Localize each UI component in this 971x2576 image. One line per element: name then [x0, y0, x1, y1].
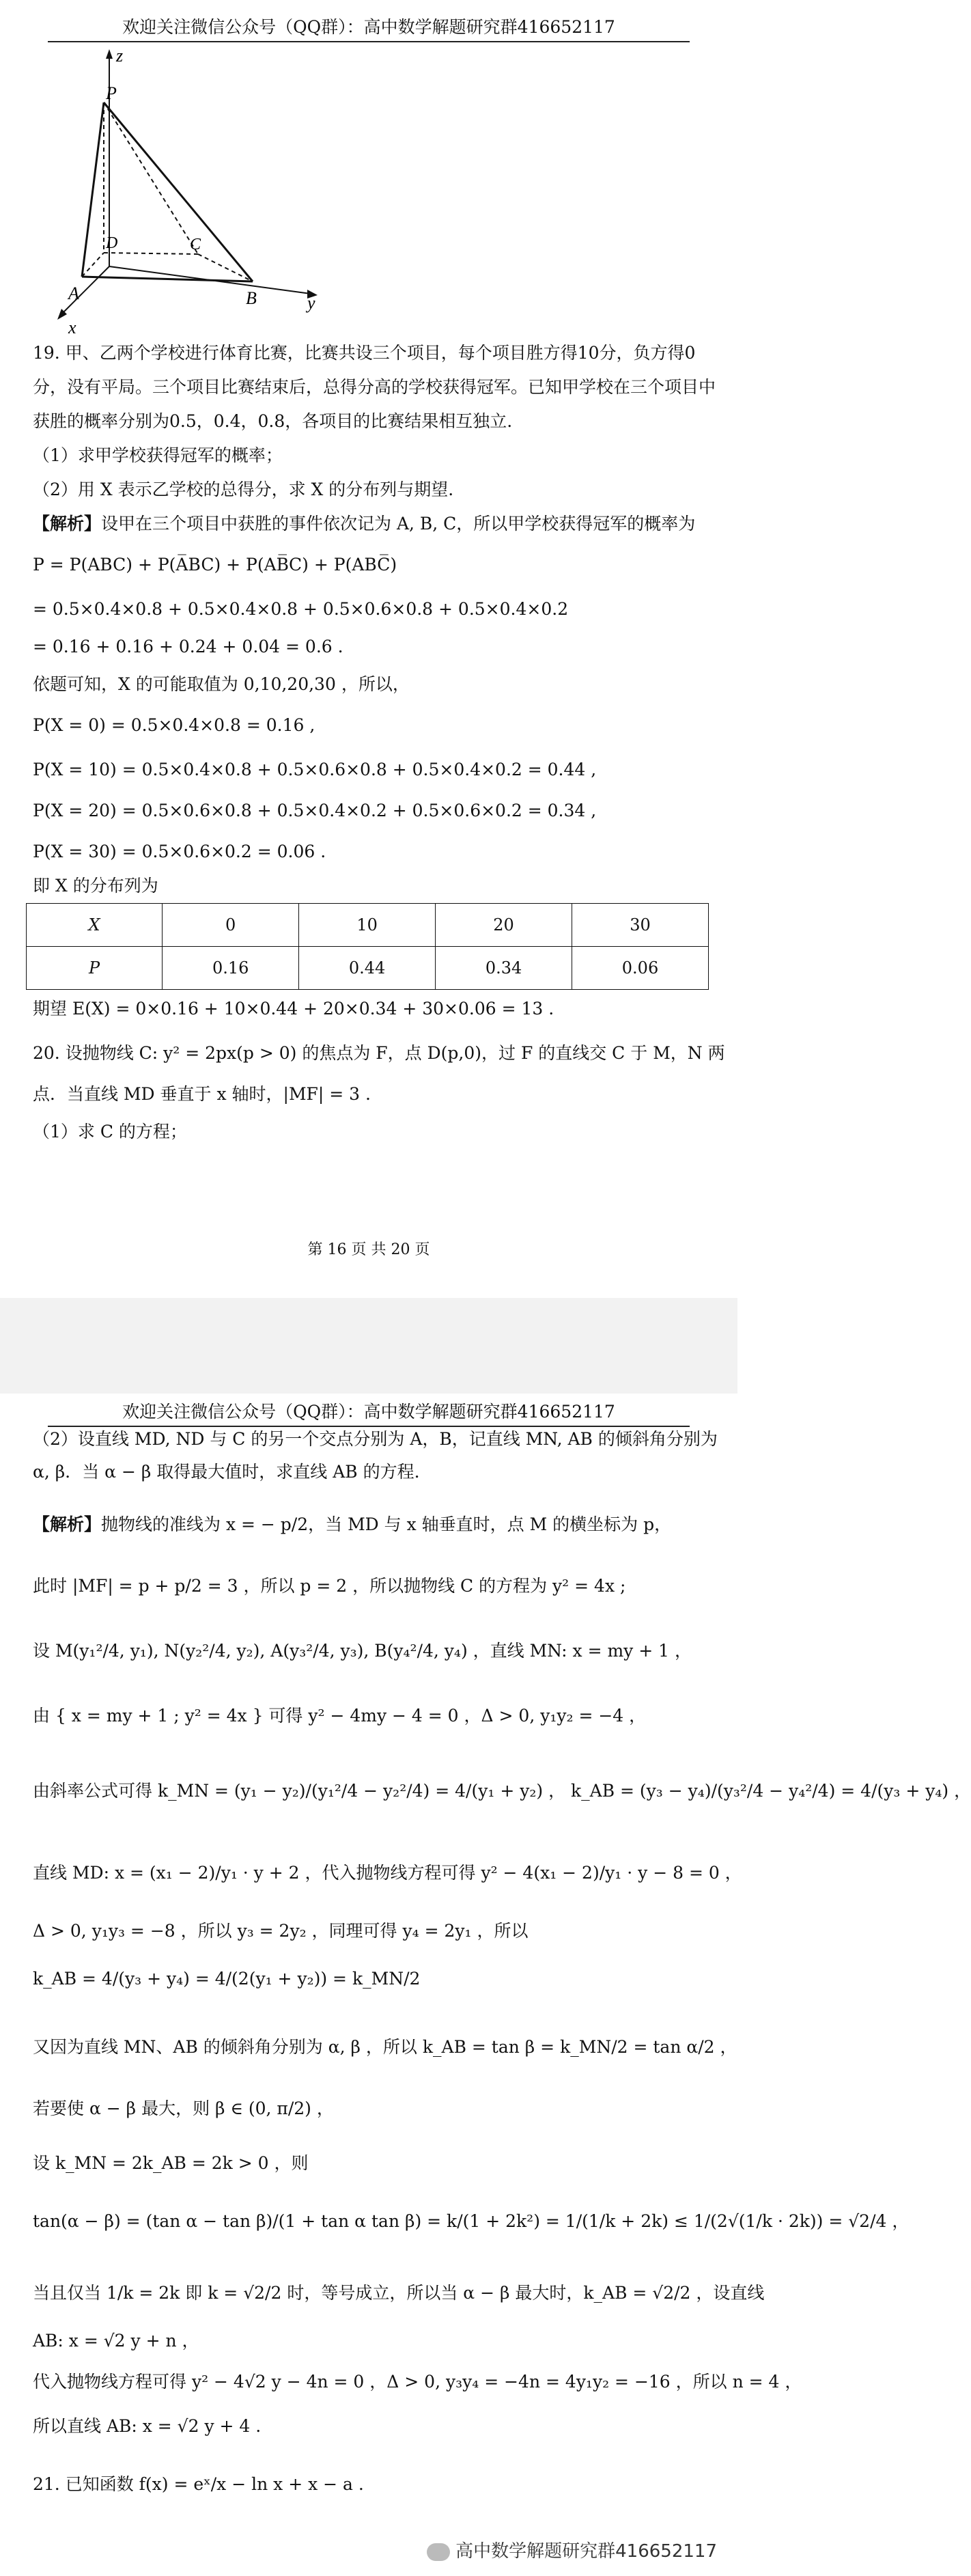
- table-cell: 20: [436, 904, 572, 947]
- prob-x20: P(X = 20) = 0.5×0.6×0.8 + 0.5×0.4×0.2 + 0.5×0.6×0.2 = 0.34 ,: [33, 801, 597, 820]
- solution-text: 抛物线的准线为 x = − p/2，当 MD 与 x 轴垂直时，点 M 的横坐标为 p，: [101, 1514, 672, 1534]
- solution-line-2: P = P(ABC) + P(A̅BC) + P(AB̅C) + P(ABC̅): [33, 555, 397, 574]
- table-cell: X: [27, 904, 163, 947]
- label-y: y: [307, 293, 315, 313]
- label-c: C: [190, 236, 201, 253]
- q20-line-1: 20. 设抛物线 C: y² = 2px(p > 0) 的焦点为 F，点 D(p,0)，过 F 的直线交 C 于 M，N 两: [33, 1043, 725, 1063]
- q19-part1: （1）求甲学校获得冠军的概率；: [33, 445, 283, 465]
- page-gap: [0, 1298, 737, 1394]
- solution2-line-2: 此时 |MF| = p + p/2 = 3 ，所以 p = 2 ，所以抛物线 C 的方程为 y² = 4x ;: [33, 1576, 626, 1596]
- solution-line-1: [33, 512, 709, 536]
- watermark: [427, 2537, 717, 2562]
- dist-intro: 即 X 的分布列为: [33, 876, 158, 896]
- table-cell: 0.44: [299, 947, 436, 990]
- page-16: [0, 0, 737, 1298]
- table-cell: 10: [299, 904, 436, 947]
- analysis-label: 【解析】: [33, 514, 102, 534]
- solution-line-5: 依题可知，X 的可能取值为 0,10,20,30 ，所以，: [33, 674, 410, 694]
- page-header: 欢迎关注微信公众号（QQ群）：高中数学解题研究群416652117: [48, 14, 690, 42]
- solution-line-4: = 0.16 + 0.16 + 0.24 + 0.04 = 0.6 .: [33, 637, 343, 656]
- q20-part2-line-1: （2）设直线 MD, ND 与 C 的另一个交点分别为 A，B，记直线 MN, AB 的倾斜角分别为: [33, 1429, 718, 1449]
- page-header: 欢迎关注微信公众号（QQ群）：高中数学解题研究群416652117: [48, 1398, 690, 1427]
- solution2-line-13: 当且仅当 1/k = 2k 即 k = √2/2 时，等号成立，所以当 α − β 最大时，k_AB = √2/2 ，设直线: [33, 2283, 765, 2303]
- watermark-text: 高中数学解题研究群416652117: [455, 2541, 717, 2562]
- solution2-line-7: Δ > 0, y₁y₃ = −8 ，所以 y₃ = 2y₂ ，同理可得 y₄ = 2y₁ ，所以: [33, 1921, 529, 1941]
- page-footer: 第 16 页 共 20 页: [307, 1241, 430, 1258]
- q19-line-1: 19. 甲、乙两个学校进行体育比赛，比赛共设三个项目，每个项目胜方得10分，负方得0: [33, 343, 696, 363]
- solution2-line-5: 由斜率公式可得 k_MN = (y₁ − y₂)/(y₁²/4 − y₂²/4) = 4/(y₁ + y₂) ， k_AB = (y₃ − y₄)/(y₃²/4 − y₄²/4) = 4/(y₃ + y₄) ，: [33, 1781, 971, 1801]
- analysis-label: 【解析】: [33, 1514, 102, 1534]
- page-17: [0, 1394, 971, 2576]
- q19-part2: （2）用 X 表示乙学校的总得分，求 X 的分布列与期望.: [33, 480, 454, 499]
- solution2-line-14: AB: x = √2 y + n ，: [33, 2331, 199, 2351]
- distribution-table: [26, 903, 709, 990]
- label-d: D: [106, 234, 118, 252]
- label-z: z: [116, 46, 124, 66]
- q20-part1: （1）求 C 的方程；: [33, 1122, 187, 1141]
- solution-line-3: = 0.5×0.4×0.8 + 0.5×0.4×0.8 + 0.5×0.6×0.8 + 0.5×0.4×0.2: [33, 599, 569, 619]
- solution2-line-10: 若要使 α − β 最大，则 β ∈ (0, π/2) ，: [33, 2099, 334, 2118]
- table-cell: 0: [163, 904, 299, 947]
- solution2-line-15: 代入抛物线方程可得 y² − 4√2 y − 4n = 0 ，Δ > 0, y₃y₄ = −4n = 4y₁y₂ = −16 ，所以 n = 4 ，: [33, 2372, 802, 2392]
- label-b: B: [246, 288, 257, 308]
- prob-x30: P(X = 30) = 0.5×0.6×0.2 = 0.06 .: [33, 842, 326, 861]
- solution2-line-16: 所以直线 AB: x = √2 y + 4 .: [33, 2416, 262, 2436]
- solution2-line-4: 由 { x = my + 1 ; y² = 4x } 可得 y² − 4my − 4 = 0 ，Δ > 0, y₁y₂ = −4 ，: [33, 1706, 647, 1726]
- solution2-line-9: 又因为直线 MN、AB 的倾斜角分别为 α, β ，所以 k_AB = tan β = k_MN/2 = tan α/2 ，: [33, 2037, 737, 2057]
- label-a: A: [68, 283, 79, 303]
- table-cell: 0.06: [572, 947, 709, 990]
- q21-line-1: 21. 已知函数 f(x) = eˣ/x − ln x + x − a .: [33, 2474, 364, 2494]
- q19-line-2: 分，没有平局。三个项目比赛结束后，总得分高的学校获得冠军。已知甲学校在三个项目中: [33, 377, 716, 397]
- pyramid-figure: [41, 41, 341, 337]
- table-row: [27, 904, 709, 947]
- label-p: P: [106, 83, 117, 103]
- table-row: [27, 947, 709, 990]
- table-cell: 0.34: [436, 947, 572, 990]
- expectation: 期望 E(X) = 0×0.16 + 10×0.44 + 20×0.34 + 30×0.06 = 13 .: [33, 999, 554, 1019]
- prob-x0: P(X = 0) = 0.5×0.4×0.8 = 0.16 ,: [33, 715, 315, 735]
- solution2-line-11: 设 k_MN = 2k_AB = 2k > 0 ，则: [33, 2153, 309, 2173]
- table-cell: P: [27, 947, 163, 990]
- solution2-line-1: [33, 1513, 709, 1536]
- prob-x10: P(X = 10) = 0.5×0.4×0.8 + 0.5×0.6×0.8 + 0.5×0.4×0.2 = 0.44 ,: [33, 760, 597, 779]
- solution2-line-8: k_AB = 4/(y₃ + y₄) = 4/(2(y₁ + y₂)) = k_MN/2: [33, 1969, 421, 1989]
- table-cell: 30: [572, 904, 709, 947]
- table-cell: 0.16: [163, 947, 299, 990]
- solution2-line-12: tan(α − β) = (tan α − tan β)/(1 + tan α tan β) = k/(1 + 2k²) = 1/(1/k + 2k) ≤ 1/(2√(1/k · 2k)) = √2/4 ，: [33, 2211, 910, 2231]
- wechat-icon: [427, 2543, 450, 2561]
- solution2-line-3: 设 M(y₁²/4, y₁), N(y₂²/4, y₂), A(y₃²/4, y₃), B(y₄²/4, y₄) ，直线 MN: x = my + 1 ，: [33, 1641, 692, 1661]
- solution-text: 设甲在三个项目中获胜的事件依次记为 A, B, C，所以甲学校获得冠军的概率为: [101, 514, 696, 534]
- q20-part2-line-2: α, β．当 α − β 取得最大值时，求直线 AB 的方程.: [33, 1462, 420, 1482]
- label-x: x: [68, 318, 76, 337]
- q19-line-3: 获胜的概率分别为0.5，0.4，0.8，各项目的比赛结果相互独立.: [33, 411, 513, 431]
- q20-line-2: 点．当直线 MD 垂直于 x 轴时，|MF| = 3 .: [33, 1084, 371, 1104]
- solution2-line-6: 直线 MD: x = (x₁ − 2)/y₁ · y + 2 ，代入抛物线方程可得 y² − 4(x₁ − 2)/y₁ · y − 8 = 0 ，: [33, 1863, 742, 1883]
